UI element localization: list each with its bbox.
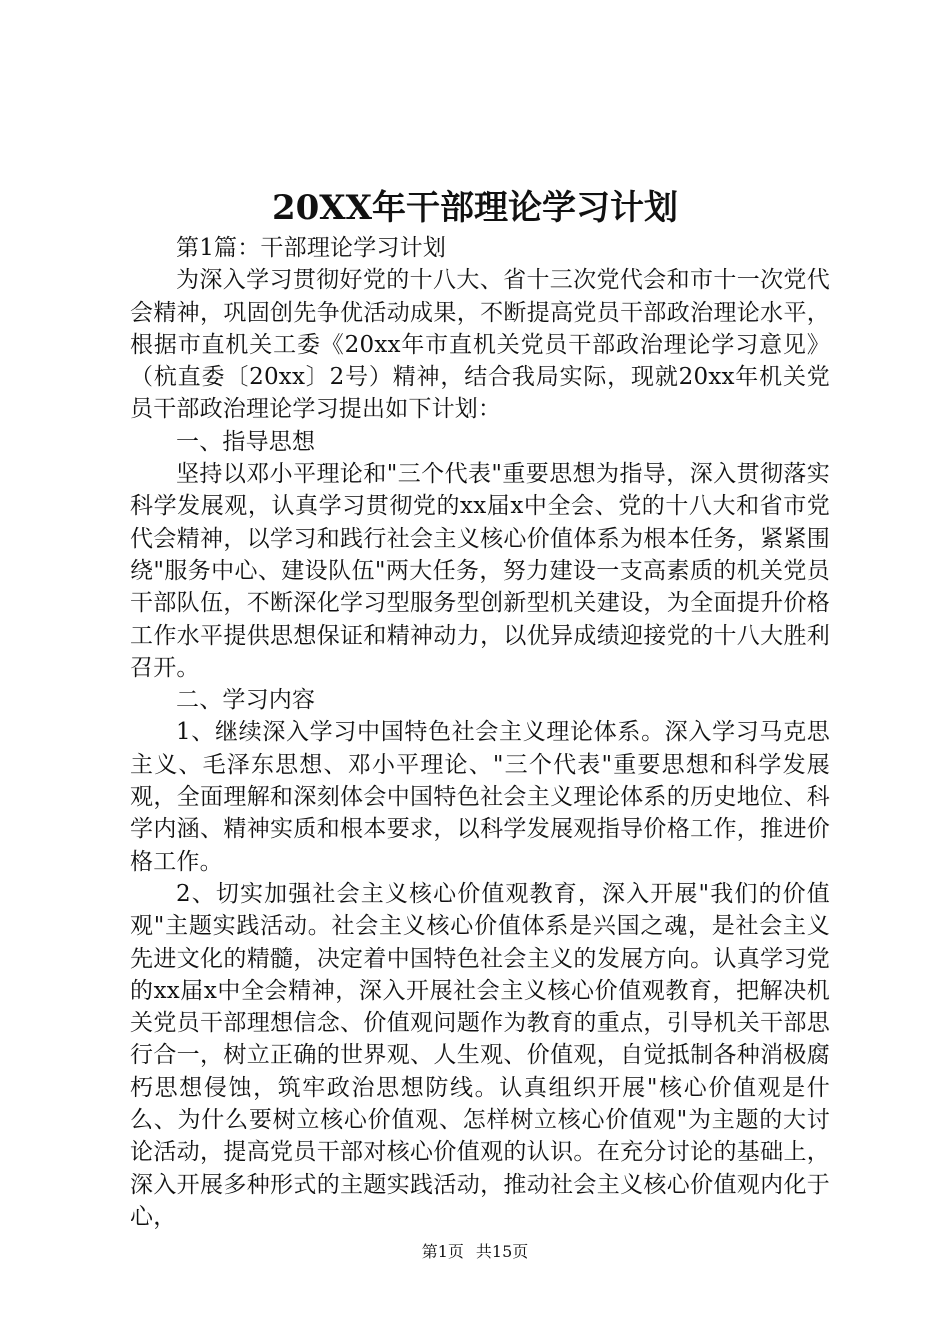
page-total: 共15页 [475, 1242, 529, 1261]
document-title: 20XX年干部理论学习计划 [271, 188, 679, 228]
paragraph: 1、继续深入学习中国特色社会主义理论体系。深入学习马克思主义、毛泽东思想、邓小平理论、"三个代表"重要思想和科学发展观，全面理解和深刻体会中国特色社会主义理论体系的历史地位、科学内涵、精神实质和根本要求，以科学发展观指导价格工作，推进价格工作。 [130, 719, 830, 875]
page-number: 第1页 [421, 1242, 464, 1261]
section-heading: 二、学习内容 [176, 687, 316, 714]
section-heading: 一、指导思想 [176, 428, 316, 455]
section-heading: 第1篇：干部理论学习计划 [176, 235, 447, 261]
paragraph: 2、切实加强社会主义核心价值观教育，深入开展"我们的价值观"主题实践活动。社会主义核心价值体系是兴国之魂，是社会主义先进文化的精髓，决定着中国特色社会主义的发展方向。认真学习党的xx届x中全会精神，深入开展社会主义核心价值观教育，把解决机关党员干部理想信念、价值观问题作为教育的重点，引导机关干部思行合一，树立正确的世界观、人生观、价值观，自觉抵制各种消极腐朽思想侵蚀，筑牢政治思想防线。认真组织开展"核心价值观是什么、为什么要树立核心价值观、怎样树立核心价值观"为主题的大讨论活动，提高党员干部对核心价值观的认识。在充分讨论的基础上，深入开展多种形式的主题实践活动，推动社会主义核心价值观内化于心， [130, 880, 830, 1230]
document-body [130, 232, 830, 1233]
page-footer [0, 1240, 950, 1264]
paragraph: 为深入学习贯彻好党的十八大、省十三次党代会和市十一次党代会精神，巩固创先争优活动成果，不断提高党员干部政治理论水平，根据市直机关工委《20xx年市直机关党员干部政治理论学习意见》（杭直委〔20xx〕2号）精神，结合我局实际，现就20xx年机关党员干部政治理论学习提出如下计划： [130, 267, 830, 423]
paragraph: 坚持以邓小平理论和"三个代表"重要思想为指导，深入贯彻落实科学发展观，认真学习贯彻党的xx届x中全会、党的十八大和省市党代会精神，以学习和践行社会主义核心价值体系为根本任务，紧紧围绕"服务中心、建设队伍"两大任务，努力建设一支高素质的机关党员干部队伍，不断深化学习型服务型创新型机关建设，为全面提升价格工作水平提供思想保证和精神动力，以优异成绩迎接党的十八大胜利召开。 [130, 461, 830, 681]
